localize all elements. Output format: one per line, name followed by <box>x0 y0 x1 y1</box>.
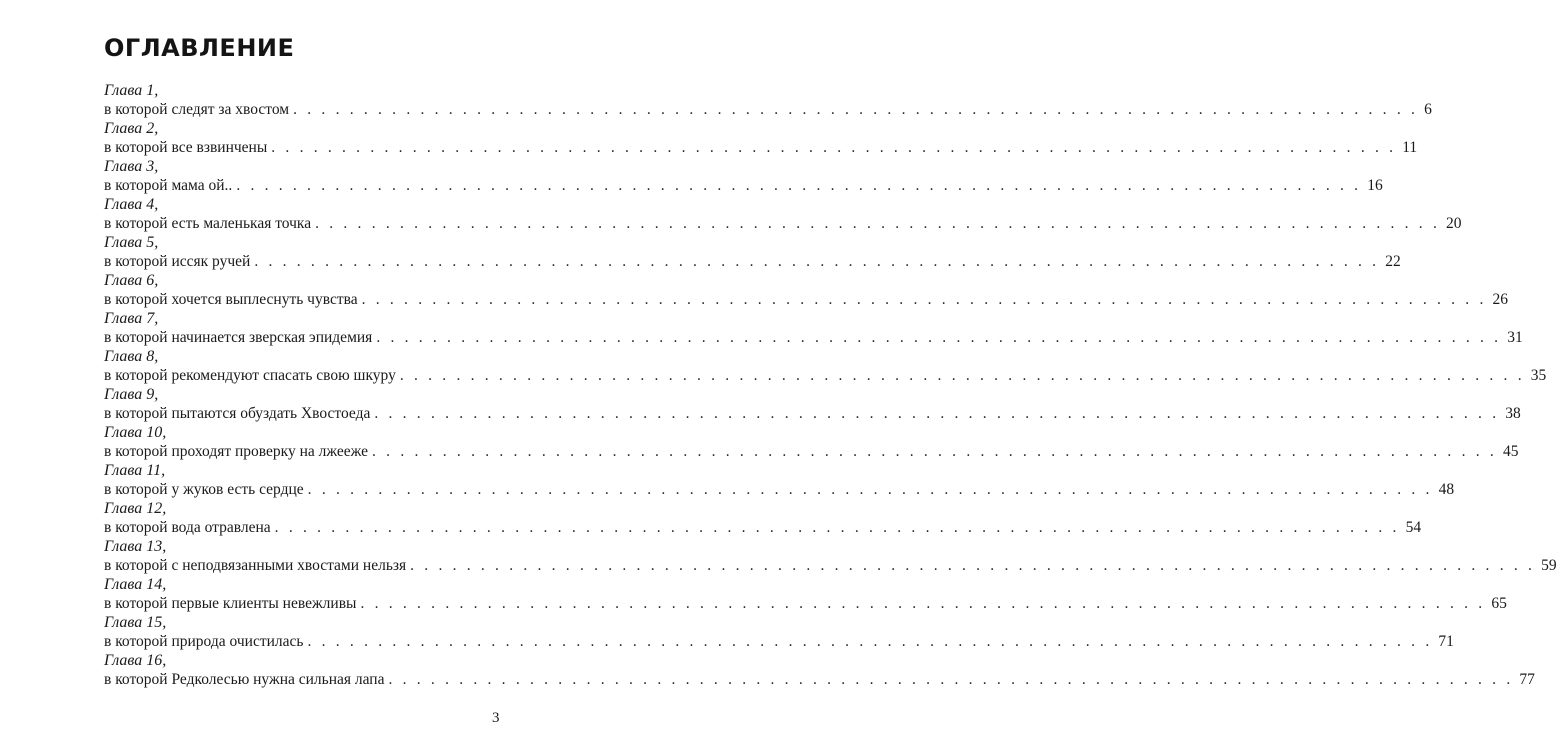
chapter-description: в которой первые клиенты невежливы <box>104 595 357 612</box>
chapter-label: Глава 11, <box>104 462 166 479</box>
toc-entry <box>104 499 1422 537</box>
page-number: 3 <box>492 710 500 726</box>
chapter-label: Глава 12, <box>104 500 167 517</box>
entry-line <box>104 176 1383 195</box>
toc-entry <box>104 651 1535 689</box>
chapter-page-number: 31 <box>1507 329 1523 346</box>
dot-leader: . . . . . . . . . . . . . . . . . . . . . . . . . . . . . . . . . . . . . . . . . . . . . . . . . . . . . . . . . . . . . . . . . . . . . . . . . . . . . . . . <box>410 557 1536 574</box>
chapter-page-number: 22 <box>1385 253 1401 270</box>
chapter-page-number: 71 <box>1438 633 1454 650</box>
chapter-label: Глава 9, <box>104 386 159 403</box>
page-title: ОГЛАВЛЕНИЕ <box>104 34 295 62</box>
dot-leader: . . . . . . . . . . . . . . . . . . . . . . . . . . . . . . . . . . . . . . . . . . . . . . . . . . . . . . . . . . . . . . . . . . . . . . . . . . . . . . . . <box>274 519 1400 536</box>
chapter-page-number: 65 <box>1491 595 1507 612</box>
entry-line <box>104 138 1418 157</box>
toc-entry <box>104 271 1509 309</box>
entry-line <box>104 366 1547 385</box>
entry-line <box>104 404 1521 423</box>
entry-line <box>104 214 1462 233</box>
toc-entry <box>104 81 1432 119</box>
toc-entry <box>104 575 1507 613</box>
entry-line <box>104 556 1557 575</box>
dot-leader: . . . . . . . . . . . . . . . . . . . . . . . . . . . . . . . . . . . . . . . . . . . . . . . . . . . . . . . . . . . . . . . . . . . . . . . . . . . . . . . . <box>271 139 1397 156</box>
dot-leader: . . . . . . . . . . . . . . . . . . . . . . . . . . . . . . . . . . . . . . . . . . . . . . . . . . . . . . . . . . . . . . . . . . . . . . . . . . . . . . . . <box>293 101 1419 118</box>
chapter-label: Глава 13, <box>104 538 167 555</box>
dot-leader: . . . . . . . . . . . . . . . . . . . . . . . . . . . . . . . . . . . . . . . . . . . . . . . . . . . . . . . . . . . . . . . . . . . . . . . . . . . . . . . . <box>388 671 1514 688</box>
toc-entry <box>104 537 1557 575</box>
chapter-description: в которой вода отравлена <box>104 519 271 536</box>
table-of-contents <box>104 81 1557 689</box>
chapter-description: в которой у жуков есть сердце <box>104 481 304 498</box>
dot-leader: . . . . . . . . . . . . . . . . . . . . . . . . . . . . . . . . . . . . . . . . . . . . . . . . . . . . . . . . . . . . . . . . . . . . . . . . . . . . . . . . <box>372 443 1497 460</box>
chapter-description: в которой мама ой.. <box>104 177 233 194</box>
chapter-description: в которой рекомендуют спасать свою шкуру <box>104 367 396 384</box>
toc-entry <box>104 119 1418 157</box>
dot-leader: . . . . . . . . . . . . . . . . . . . . . . . . . . . . . . . . . . . . . . . . . . . . . . . . . . . . . . . . . . . . . . . . . . . . . . . . . . . . . . . . <box>374 405 1500 422</box>
chapter-page-number: 77 <box>1519 671 1535 688</box>
entry-line <box>104 100 1432 119</box>
entry-line <box>104 594 1507 613</box>
chapter-page-number: 35 <box>1530 367 1547 384</box>
chapter-description: в которой все взвинчены <box>104 139 268 156</box>
toc-entry <box>104 347 1547 385</box>
chapter-label: Глава 4, <box>104 196 159 213</box>
toc-entry <box>104 385 1521 423</box>
entry-line <box>104 442 1519 461</box>
dot-leader: . . . . . . . . . . . . . . . . . . . . . . . . . . . . . . . . . . . . . . . . . . . . . . . . . . . . . . . . . . . . . . . . . . . . . . . . . . . . . . . . <box>361 291 1487 308</box>
toc-entry <box>104 309 1523 347</box>
chapter-page-number: 11 <box>1402 139 1418 156</box>
dot-leader: . . . . . . . . . . . . . . . . . . . . . . . . . . . . . . . . . . . . . . . . . . . . . . . . . . . . . . . . . . . . . . . . . . . . . . . . . . . . . . . . <box>254 253 1380 270</box>
chapter-label: Глава 5, <box>104 234 159 251</box>
dot-leader: . . . . . . . . . . . . . . . . . . . . . . . . . . . . . . . . . . . . . . . . . . . . . . . . . . . . . . . . . . . . . . . . . . . . . . . . . . . . . . . . <box>236 177 1362 194</box>
entry-line <box>104 632 1454 651</box>
chapter-description: в которой с неподвязанными хвостами нельзя <box>104 557 407 574</box>
entry-line <box>104 290 1509 309</box>
chapter-description: в которой Редколесью нужна сильная лапа <box>104 671 385 688</box>
dot-leader: . . . . . . . . . . . . . . . . . . . . . . . . . . . . . . . . . . . . . . . . . . . . . . . . . . . . . . . . . . . . . . . . . . . . . . . . . . . . . . . . <box>360 595 1486 612</box>
chapter-description: в которой есть маленькая точка <box>104 215 312 232</box>
toc-entry <box>104 195 1462 233</box>
dot-leader: . . . . . . . . . . . . . . . . . . . . . . . . . . . . . . . . . . . . . . . . . . . . . . . . . . . . . . . . . . . . . . . . . . . . . . . . . . . . . . . . <box>307 633 1433 650</box>
toc-entry <box>104 423 1519 461</box>
toc-entry <box>104 461 1455 499</box>
entry-line <box>104 480 1455 499</box>
chapter-label: Глава 3, <box>104 158 159 175</box>
chapter-page-number: 45 <box>1502 443 1519 460</box>
chapter-page-number: 59 <box>1541 557 1557 574</box>
toc-entry <box>104 233 1401 271</box>
entry-line <box>104 328 1523 347</box>
chapter-page-number: 16 <box>1367 177 1383 194</box>
entry-line <box>104 670 1535 689</box>
dot-leader: . . . . . . . . . . . . . . . . . . . . . . . . . . . . . . . . . . . . . . . . . . . . . . . . . . . . . . . . . . . . . . . . . . . . . . . . . . . . . . . . <box>315 215 1441 232</box>
chapter-label: Глава 2, <box>104 120 159 137</box>
entry-line <box>104 518 1422 537</box>
chapter-label: Глава 8, <box>104 348 159 365</box>
chapter-description: в которой следят за хвостом <box>104 101 290 118</box>
chapter-page-number: 54 <box>1405 519 1422 536</box>
chapter-label: Глава 10, <box>104 424 167 441</box>
chapter-description: в которой природа очистилась <box>104 633 304 650</box>
entry-line <box>104 252 1401 271</box>
chapter-page-number: 38 <box>1505 405 1521 422</box>
chapter-page-number: 48 <box>1438 481 1455 498</box>
toc-entry <box>104 613 1454 651</box>
toc-entry <box>104 157 1383 195</box>
chapter-label: Глава 1, <box>104 82 159 99</box>
dot-leader: . . . . . . . . . . . . . . . . . . . . . . . . . . . . . . . . . . . . . . . . . . . . . . . . . . . . . . . . . . . . . . . . . . . . . . . . . . . . . . . . <box>307 481 1433 498</box>
chapter-page-number: 26 <box>1492 291 1509 308</box>
chapter-label: Глава 16, <box>104 652 167 669</box>
dot-leader: . . . . . . . . . . . . . . . . . . . . . . . . . . . . . . . . . . . . . . . . . . . . . . . . . . . . . . . . . . . . . . . . . . . . . . . . . . . . . . . . <box>376 329 1502 346</box>
chapter-page-number: 20 <box>1446 215 1462 232</box>
chapter-label: Глава 6, <box>104 272 159 289</box>
chapter-label: Глава 14, <box>104 576 167 593</box>
chapter-label: Глава 15, <box>104 614 167 631</box>
chapter-description: в которой хочется выплеснуть чувства <box>104 291 358 308</box>
chapter-description: в которой проходят проверку на лжееже <box>104 443 369 460</box>
dot-leader: . . . . . . . . . . . . . . . . . . . . . . . . . . . . . . . . . . . . . . . . . . . . . . . . . . . . . . . . . . . . . . . . . . . . . . . . . . . . . . . . <box>399 367 1525 384</box>
chapter-description: в которой начинается зверская эпидемия <box>104 329 373 346</box>
chapter-description: в которой пытаются обуздать Хвостоеда <box>104 405 371 422</box>
chapter-label: Глава 7, <box>104 310 159 327</box>
chapter-page-number: 6 <box>1424 101 1432 118</box>
chapter-description: в которой иссяк ручей <box>104 253 251 270</box>
